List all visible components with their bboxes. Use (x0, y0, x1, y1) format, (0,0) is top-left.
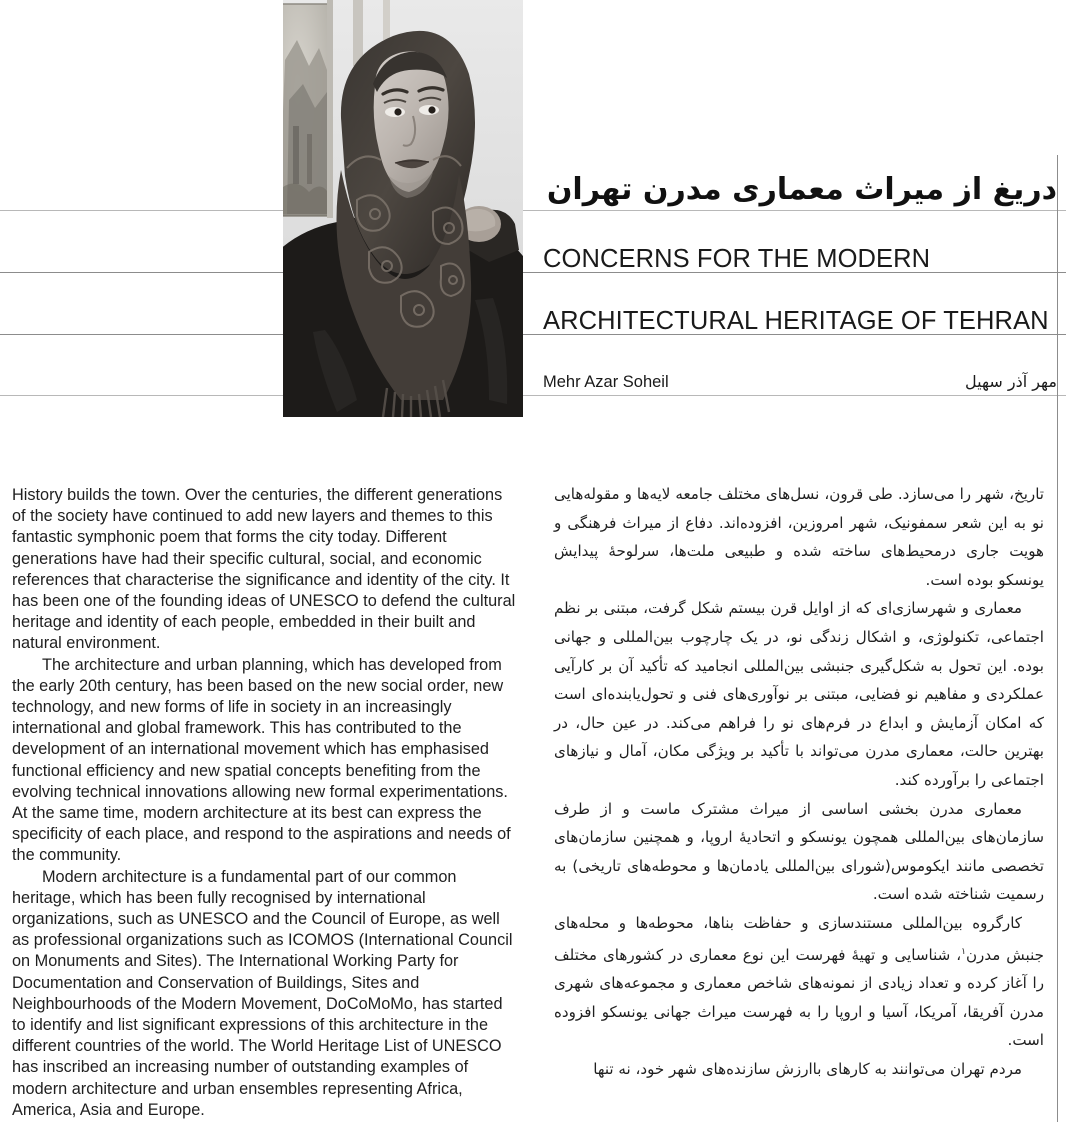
paragraph-fa-4-part1: کارگروه بین‌المللی مستندسازی و حفاظت بناها، محوطه‌ها و محله‌های جنبش مدرن (554, 913, 1044, 964)
paragraph-fa-4-part2: ، شناسایی و تهیهٔ فهرست این نوع معماری در کشورهای مختلف را آغاز کرده و تعداد زیادی از نمونه‌های شاخص معماری و مجموعه‌های شهری مدرن آفریقا، آمریکا، آسیا و اروپا را به فهرست میراث جهانی یونسکو افزوده است. (554, 945, 1044, 1050)
author-name-persian: مهر آذر سهیل (965, 372, 1057, 391)
right-margin-vertical-rule (1057, 155, 1058, 1122)
paragraph-fa-4 (554, 909, 1044, 1055)
paragraph-en-1: History builds the town. Over the centuries, the different generations of the society have continued to add new layers and themes to this fantastic symphonic poem that forms the city today. Different generations have had their specific cultural, social, and economic references that characterise the significance and identity of the city. It has been one of the founding ideas of UNESCO to defend the cultural heritage and identity of each people, embedded in their built and natural environment. (12, 486, 516, 653)
paragraph-fa-5: مردم تهران می‌توانند به کارهای باارزش سازنده‌های شهر خود، نه تنها (593, 1059, 1022, 1078)
article-title-english-line2: ARCHITECTURAL HERITAGE OF TEHRAN (543, 307, 1049, 335)
article-title-persian: دریغ از میراث معماری مدرن تهران (546, 172, 1057, 207)
paragraph-en-2: The architecture and urban planning, which has developed from the early 20th century, has been based on the new social order, new technology, and new forms of life in society in an increasingly international and global framework. This has contributed to the development of an international movement which has emphasised functional efficiency and new spatial concepts benefiting from the evolving technical innovations allowing new formal experimentations. At the same time, modern architecture at its best can express the specificity of each place, and respond to the aspirations and needs of the community. (12, 655, 511, 865)
paragraph-fa-3: معماری مدرن بخشی اساسی از میراث مشترک ماست و از طرف سازمان‌های بین‌المللی همچون یونسکو و اتحادیهٔ اروپا، و همچنین سازمان‌های تخصصی مانند ایکوموس(شورای بین‌المللی یادمان‌ها و محوطه‌های تاریخی) به رسمیت شناخته شده است. (554, 799, 1044, 904)
body-column-persian (554, 480, 1044, 1084)
paragraph-en-3: Modern architecture is a fundamental part of our common heritage, which has been fully recognised by international organizations, such as UNESCO and the Council of Europe, as well as professional organizations such as ICOMOS (International Council on Monuments and Sites). The International Working Party for Documentation and Conservation of Buildings, Sites and Neighbourhoods of the Modern Movement, DoCoMoMo, has started to identify and list significant expressions of this architecture in the different countries of the world. The World Heritage List of UNESCO has inscribed an increasing number of outstanding examples of modern architecture and urban ensembles representing Africa, America, Asia and Europe. (12, 867, 513, 1119)
article-title-english-line1: CONCERNS FOR THE MODERN (543, 245, 931, 273)
paragraph-fa-1: تاریخ، شهر را می‌سازد. طی قرون، نسل‌های مختلف جامعه لایه‌ها و مقوله‌هایی نو به این شعر سمفونیک، شهر امروزین، افزوده‌اند. دفاع از میراث فرهنگی و هویت جاری درمحیط‌های ساخته شده و طبیعی ملت‌ها، سرلوحهٔ پیدایش یونسکو بوده است. (554, 485, 1044, 589)
article-header (540, 0, 1057, 418)
paragraph-fa-2: معماری و شهرسازی‌ای که از اوایل قرن بیستم شکل گرفت، مبتنی بر نظم اجتماعی، تکنولوژی، و اشکال زندگی نو، در یک چارچوب بین‌المللی و جهانی بوده. این تحول به شکل‌گیری جنبشی بین‌المللی انجامید که تأکید آن بر کارآیی عملکردی و مفاهیم نو فضایی، مبتنی بر نوآوری‌های فنی و تحول‌یابنده‌ای است که امکان آزمایش و ابداع در فرم‌های نو را فراهم می‌کند. در عین حال، در بهترین حالت، معماری مدرن می‌تواند با تأکید بر ویژگی مکان، آمال و نیازهای اجتماعی را برآورده کند. (554, 599, 1044, 789)
body-column-english (12, 485, 517, 1121)
author-name-english: Mehr Azar Soheil (543, 373, 669, 391)
author-portrait-photo (283, 0, 523, 417)
footnote-marker: ١ (961, 946, 966, 957)
